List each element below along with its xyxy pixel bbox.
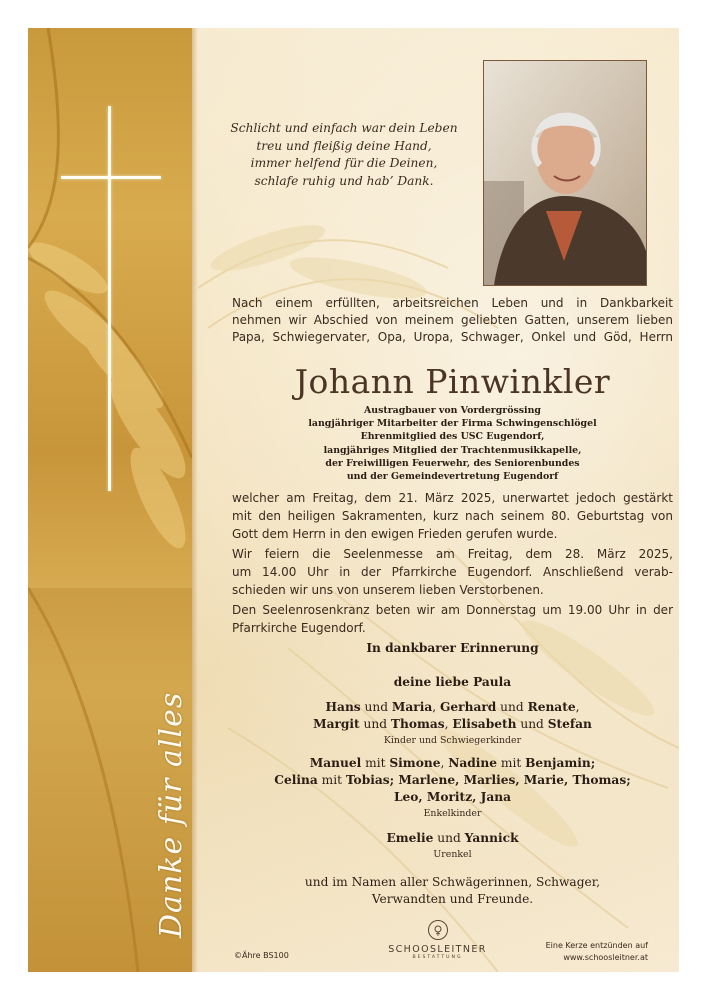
obituary-page <box>28 28 679 972</box>
mourners-heading: In dankbarer Erinnerung <box>366 641 539 655</box>
title-line: langjähriges Mitglied der Trachtenmusikkapelle, <box>323 444 582 456</box>
title-line: der Freiwilligen Feuerwehr, des Seniorenbundes <box>325 457 580 469</box>
death-line: mit den heiligen Sakramenten, kurz nach seinem 80. Geburtstag von <box>232 509 673 523</box>
mass-line: um 14.00 Uhr in der Pfarrkirche Eugendorf. Anschließend verab- <box>232 565 673 579</box>
poem <box>204 120 484 190</box>
website-link[interactable]: www.schoosleitner.at <box>563 953 648 962</box>
grandchildren-label: Enkelkinder <box>423 808 482 819</box>
title-line: Ehrenmitglied des USC Eugendorf, <box>360 431 545 443</box>
rosary-paragraph <box>232 601 673 637</box>
intro-paragraph <box>232 295 673 347</box>
intro-line: Nach einem erfüllten, arbeitsreichen Leben und in Dankbarkeit <box>232 296 673 310</box>
mass-line: schieden wir uns von unserem lieben Verstorbenen. <box>232 583 544 597</box>
children-line-1: Hans und Maria, Gerhard und Renate, <box>325 700 580 714</box>
wheat-image-band <box>28 28 192 972</box>
title-line: und der Gemeindevertretung Eugendorf <box>346 471 559 483</box>
deceased-titles <box>232 404 673 483</box>
mass-line: Wir feiern die Seelenmesse am Freitag, dem 28. März 2025, <box>232 547 673 561</box>
cross-vertical-bar <box>108 106 111 491</box>
title-line: langjähriger Mitarbeiter der Firma Schwingenschlögel <box>308 418 597 430</box>
death-line: Gott dem Herrn in den ewigen Frieden gerufen wurde. <box>232 527 558 541</box>
intro-line: nehmen wir Abschied von meinem geliebten Gatten, unserem lieben <box>232 313 673 328</box>
deceased-name: Johann Pinwinkler <box>294 362 611 401</box>
candle-text: Eine Kerze entzünden auf <box>545 941 648 950</box>
mass-paragraph <box>232 545 673 599</box>
grandchildren-line-2: Celina mit Tobias; Marlene, Marlies, Marie, Thomas; <box>274 773 631 787</box>
grandchildren-line-3: Leo, Moritz, Jana <box>393 790 512 804</box>
image-credit: ©Ähre BS100 <box>234 951 289 960</box>
closing-line-1: und im Namen aller Schwägerinnen, Schwager, <box>304 875 601 889</box>
intro-line: Papa, Schwiegervater, Opa, Uropa, Schwager, Onkel und Göd, Herrn <box>232 330 673 345</box>
logo-subtitle: BESTATTUNG <box>412 955 463 960</box>
title-line: Austragbauer von Vordergrössing <box>364 405 541 416</box>
great-grandchildren-label: Urenkel <box>433 849 472 860</box>
great-grandchildren-line: Emelie und Yannick <box>386 831 519 845</box>
rosary-line: Den Seelenrosenkranz beten wir am Donnerstag um 19.00 Uhr in der <box>232 603 673 617</box>
children-label: Kinder und Schwiegerkinder <box>383 735 522 746</box>
death-line: welcher am Freitag, dem 21. März 2025, unerwartet jedoch gestärkt <box>232 491 673 505</box>
vertical-dedication: Danke für alles <box>154 691 189 938</box>
portrait-photo <box>483 60 647 286</box>
children-line-2: Margit und Thomas, Elisabeth und Stefan <box>313 717 592 731</box>
wife-line: deine liebe Paula <box>393 675 512 689</box>
cross-horizontal-bar <box>61 176 161 179</box>
poem-line: immer helfend für die Deinen, <box>250 156 438 170</box>
closing-line-2: Verwandten und Freunde. <box>371 892 534 906</box>
poem-line: Schlicht und einfach war dein Leben <box>230 121 458 135</box>
rosary-line: Pfarrkirche Eugendorf. <box>232 621 366 635</box>
rose-icon <box>428 920 448 940</box>
poem-line: schlafe ruhig und hab’ Dank. <box>254 173 434 188</box>
grandchildren-line-1: Manuel mit Simone, Nadine mit Benjamin; <box>309 756 596 770</box>
funeral-home-logo <box>380 920 495 960</box>
candle-info <box>514 940 648 964</box>
logo-name: SCHOOSLEITNER <box>388 944 487 955</box>
death-paragraph <box>232 489 673 543</box>
band-divider <box>192 28 198 972</box>
poem-line: treu und fleißig deine Hand, <box>256 138 432 153</box>
